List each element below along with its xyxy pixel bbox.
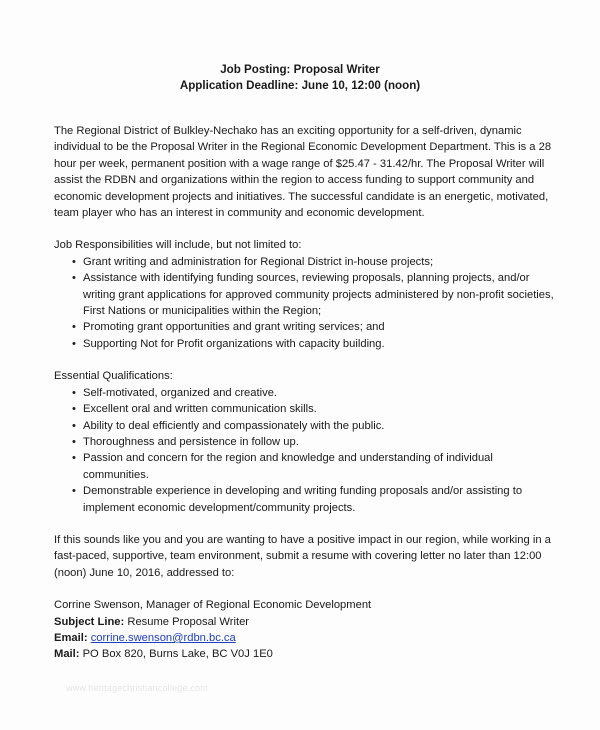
list-item: • Assistance with identifying funding sources, reviewing proposals, planning projects, and/or writing grant applications for approved community projects administered by non-profit societies, First Nations or municipalities within the Region; — [72, 272, 554, 318]
email-label: Email: — [54, 631, 88, 644]
spacer — [54, 516, 554, 532]
qualifications-heading: Essential Qualifications: — [54, 370, 173, 383]
posting-header — [0, 62, 600, 94]
mail-line — [54, 646, 554, 662]
list-item: • Supporting Not for Profit organizations with capacity building. — [83, 336, 554, 352]
watermark: www.heritagechristiancollege.com — [66, 683, 208, 693]
bullet-icon: • — [72, 386, 76, 399]
bullet-icon: • — [72, 255, 76, 268]
subject-line — [54, 614, 554, 630]
spacer — [54, 581, 554, 597]
email-link[interactable]: corrine.swenson@rdbn.bc.ca — [90, 631, 236, 644]
list-item: • Excellent oral and written communication skills. — [83, 401, 554, 417]
subject-label: Subject Line: — [54, 615, 125, 628]
subject-value: Resume Proposal Writer — [127, 615, 250, 628]
bullet-icon: • — [72, 435, 76, 448]
bullet-icon: • — [72, 452, 76, 465]
email-line — [54, 630, 554, 646]
list-item: • Promoting grant opportunities and grant writing services; and — [83, 319, 554, 335]
bullet-icon: • — [72, 419, 76, 432]
list-item: • Ability to deal efficiently and compassionately with the public. — [83, 418, 554, 434]
application-deadline: Application Deadline: June 10, 12:00 (noon) — [179, 79, 421, 92]
responsibilities-list — [54, 254, 554, 352]
responsibilities-heading: Job Responsibilities will include, but not limited to: — [54, 239, 302, 252]
closing-paragraph: If this sounds like you and you are wanting to have a positive impact in our region, while working in a fast-paced, supportive, team environment, submit a resume with covering letter no later than 12:00 (noon) June 10, 2016, addressed to: — [54, 533, 551, 579]
bullet-icon: • — [72, 337, 76, 350]
bullet-icon: • — [72, 321, 76, 334]
mail-label: Mail: — [54, 648, 80, 661]
list-item: • Passion and concern for the region and knowledge and understanding of individual communities. — [72, 452, 493, 481]
intro-paragraph: The Regional District of Bulkley-Nechako has an exciting opportunity for a self-driven, dynamic individual to be the Proposal Writer in the Regional Economic Development Department. This is a 28 hour per week, permanent position with a wage range of $25.47 - 31.42/hr. The Proposal Writer will assist the RDBN and organizations within the region to access funding to support community and economic development projects and initiatives. The successful candidate is an energetic, motivated, team player who has an interest in community and economic development. — [54, 125, 552, 220]
contact-name: Corrine Swenson, Manager of Regional Economic Development — [54, 599, 372, 612]
bullet-icon: • — [72, 272, 76, 285]
spacer — [54, 221, 554, 237]
list-item: • Grant writing and administration for Regional District in-house projects; — [83, 254, 554, 270]
spacer — [54, 352, 554, 368]
bullet-icon: • — [72, 485, 76, 498]
list-item: • Thoroughness and persistence in follow up. — [83, 434, 554, 450]
mail-address: PO Box 820, Burns Lake, BC V0J 1E0 — [82, 648, 273, 661]
list-item: • Self-motivated, organized and creative. — [83, 385, 554, 401]
qualifications-list — [54, 385, 554, 516]
posting-body — [54, 123, 554, 663]
bullet-icon: • — [72, 403, 76, 416]
contact-block — [54, 597, 554, 663]
list-item: • Demonstrable experience in developing and writing funding proposals and/or assisting to implement economic development/community projects. — [72, 485, 523, 514]
posting-title: Job Posting: Proposal Writer — [220, 63, 380, 76]
